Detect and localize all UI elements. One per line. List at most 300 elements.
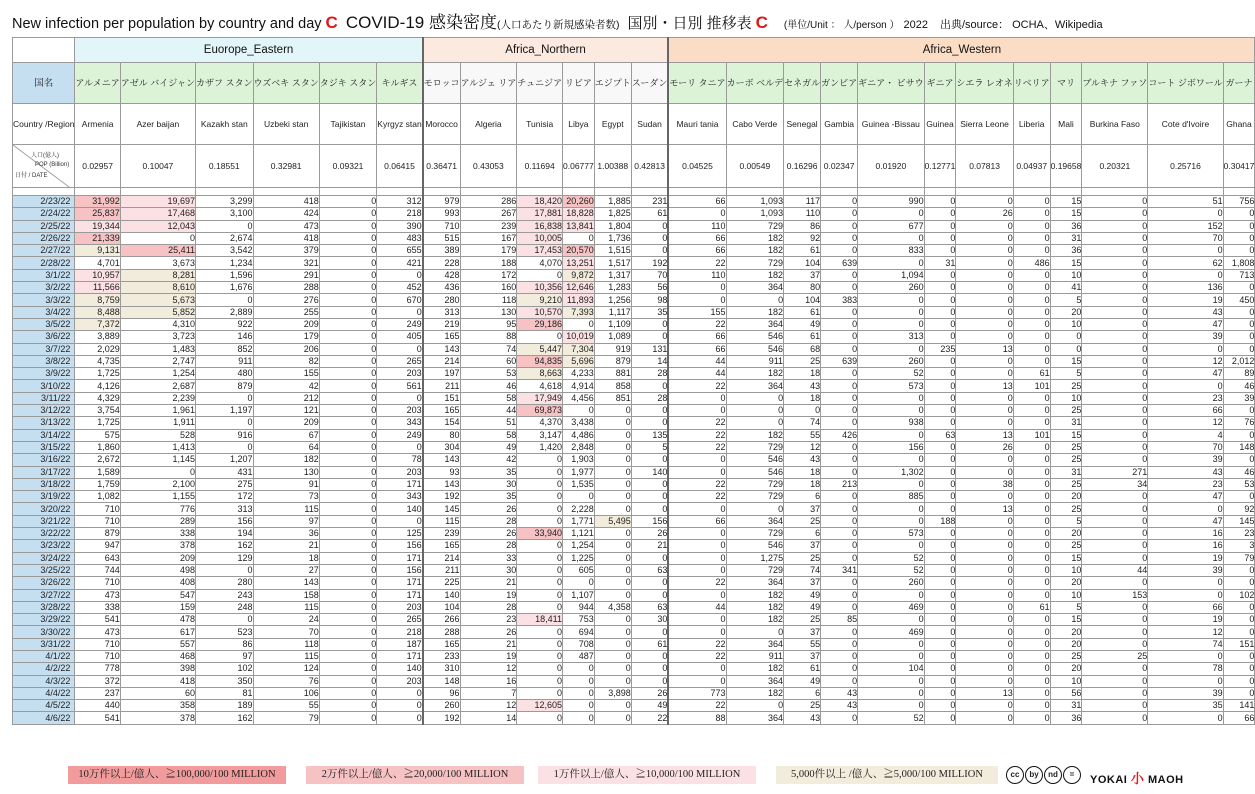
value-cell: 0 bbox=[631, 503, 668, 515]
value-cell: 22 bbox=[668, 491, 726, 503]
value-cell: 0 bbox=[517, 577, 563, 589]
value-cell: 25 bbox=[1050, 380, 1082, 392]
value-cell: 18 bbox=[784, 466, 821, 478]
value-cell: 0 bbox=[517, 515, 563, 527]
value-cell: 0 bbox=[821, 540, 858, 552]
value-cell: 101 bbox=[1013, 429, 1050, 441]
value-cell: 0 bbox=[594, 552, 631, 564]
table-row bbox=[13, 478, 1255, 490]
value-cell: 0 bbox=[319, 540, 377, 552]
infection-table bbox=[12, 37, 1255, 725]
value-cell: 0 bbox=[1148, 503, 1223, 515]
value-cell: 39 bbox=[1148, 454, 1223, 466]
date-cell: 3/19/22 bbox=[13, 491, 75, 503]
value-cell: 79 bbox=[1223, 552, 1255, 564]
value-cell: 0 bbox=[1082, 700, 1148, 712]
value-cell: 12 bbox=[460, 663, 517, 675]
value-cell: 36 bbox=[1050, 220, 1082, 232]
value-cell: 1,121 bbox=[563, 528, 595, 540]
value-cell: 0 bbox=[924, 208, 956, 220]
value-cell: 51 bbox=[1148, 196, 1223, 208]
value-cell: 0 bbox=[1013, 503, 1050, 515]
country-name-en: Guinea bbox=[924, 104, 956, 145]
value-cell: 25 bbox=[1082, 650, 1148, 662]
value-cell: 115 bbox=[423, 515, 460, 527]
value-cell: 440 bbox=[75, 700, 120, 712]
table-row bbox=[13, 601, 1255, 613]
value-cell: 389 bbox=[423, 245, 460, 257]
value-cell: 0 bbox=[726, 700, 784, 712]
date-cell: 3/21/22 bbox=[13, 515, 75, 527]
value-cell: 249 bbox=[377, 318, 423, 330]
value-cell: 203 bbox=[377, 466, 423, 478]
value-cell: 146 bbox=[196, 331, 254, 343]
date-cell: 3/15/22 bbox=[13, 441, 75, 453]
value-cell: 115 bbox=[253, 650, 319, 662]
value-cell: 102 bbox=[196, 663, 254, 675]
value-cell: 182 bbox=[726, 269, 784, 281]
value-cell: 0 bbox=[956, 638, 1013, 650]
value-cell: 341 bbox=[821, 564, 858, 576]
value-cell: 0 bbox=[319, 626, 377, 638]
value-cell: 20 bbox=[1050, 491, 1082, 503]
value-cell: 158 bbox=[253, 589, 319, 601]
value-cell: 136 bbox=[1148, 282, 1223, 294]
table-row bbox=[13, 540, 1255, 552]
value-cell: 203 bbox=[377, 405, 423, 417]
value-cell: 729 bbox=[726, 220, 784, 232]
value-cell: 19 bbox=[460, 589, 517, 601]
value-cell: 0 bbox=[1013, 208, 1050, 220]
value-cell: 6 bbox=[784, 528, 821, 540]
country-name-ja: モーリ タニア bbox=[668, 63, 726, 104]
date-cell: 4/2/22 bbox=[13, 663, 75, 675]
value-cell: 10 bbox=[1050, 318, 1082, 330]
value-cell: 23 bbox=[1148, 478, 1223, 490]
value-cell: 275 bbox=[196, 478, 254, 490]
value-cell: 10 bbox=[1050, 675, 1082, 687]
value-cell: 744 bbox=[75, 564, 120, 576]
value-cell: 0 bbox=[821, 282, 858, 294]
value-cell: 0 bbox=[924, 564, 956, 576]
value-cell: 473 bbox=[253, 220, 319, 232]
value-cell: 211 bbox=[423, 564, 460, 576]
value-cell: 156 bbox=[377, 540, 423, 552]
value-cell: 187 bbox=[377, 638, 423, 650]
country-name-ja: ギニア・ ビサウ bbox=[858, 63, 925, 104]
value-cell: 0 bbox=[1082, 491, 1148, 503]
value-cell: 0 bbox=[1082, 417, 1148, 429]
value-cell: 990 bbox=[858, 196, 925, 208]
value-cell: 110 bbox=[784, 208, 821, 220]
value-cell: 188 bbox=[460, 257, 517, 269]
value-cell: 0 bbox=[1223, 282, 1255, 294]
value-cell: 165 bbox=[423, 405, 460, 417]
country-name-en: Armenia bbox=[75, 104, 120, 145]
value-cell: 0 bbox=[1148, 650, 1223, 662]
date-cell: 3/25/22 bbox=[13, 564, 75, 576]
table-row bbox=[13, 466, 1255, 478]
value-cell: 4,358 bbox=[594, 601, 631, 613]
value-cell: 53 bbox=[1223, 478, 1255, 490]
value-cell: 0 bbox=[821, 712, 858, 724]
value-cell: 523 bbox=[196, 626, 254, 638]
value-cell: 0 bbox=[924, 700, 956, 712]
value-cell: 378 bbox=[120, 540, 195, 552]
value-cell: 37 bbox=[784, 577, 821, 589]
value-cell: 154 bbox=[423, 417, 460, 429]
value-cell: 0 bbox=[517, 687, 563, 699]
value-cell: 3,438 bbox=[563, 417, 595, 429]
value-cell: 483 bbox=[377, 232, 423, 244]
value-cell: 13 bbox=[956, 343, 1013, 355]
value-cell: 93 bbox=[423, 466, 460, 478]
value-cell: 49 bbox=[784, 318, 821, 330]
value-cell: 0 bbox=[821, 380, 858, 392]
country-name-ja: タジキ スタン bbox=[319, 63, 377, 104]
value-cell: 243 bbox=[196, 589, 254, 601]
value-cell: 0 bbox=[668, 552, 726, 564]
value-cell: 52 bbox=[858, 368, 925, 380]
value-cell: 0 bbox=[1013, 675, 1050, 687]
value-cell: 655 bbox=[377, 245, 423, 257]
value-cell: 0 bbox=[319, 650, 377, 662]
value-cell: 0 bbox=[377, 392, 423, 404]
value-cell: 468 bbox=[120, 650, 195, 662]
date-cell: 3/11/22 bbox=[13, 392, 75, 404]
value-cell: 418 bbox=[253, 196, 319, 208]
value-cell: 408 bbox=[120, 577, 195, 589]
value-cell: 3,673 bbox=[120, 257, 195, 269]
value-cell: 0 bbox=[1013, 626, 1050, 638]
value-cell: 14 bbox=[631, 355, 668, 367]
value-cell: 1,860 bbox=[75, 441, 120, 453]
value-cell: 313 bbox=[196, 503, 254, 515]
value-cell: 0 bbox=[631, 675, 668, 687]
value-cell: 756 bbox=[1223, 196, 1255, 208]
value-cell: 0 bbox=[319, 269, 377, 281]
country-name-en: Senegal bbox=[784, 104, 821, 145]
date-cell: 3/4/22 bbox=[13, 306, 75, 318]
value-cell: 49 bbox=[784, 589, 821, 601]
value-cell: 10,570 bbox=[517, 306, 563, 318]
value-cell: 0 bbox=[319, 466, 377, 478]
value-cell: 0 bbox=[668, 564, 726, 576]
value-cell: 192 bbox=[423, 712, 460, 724]
table-row bbox=[13, 700, 1255, 712]
value-cell: 25 bbox=[1050, 441, 1082, 453]
value-cell: 5,696 bbox=[563, 355, 595, 367]
value-cell: 23 bbox=[1223, 528, 1255, 540]
value-cell: 25 bbox=[1050, 540, 1082, 552]
value-cell: 0 bbox=[924, 540, 956, 552]
value-cell: 0 bbox=[821, 368, 858, 380]
value-cell: 364 bbox=[726, 638, 784, 650]
value-cell: 428 bbox=[423, 269, 460, 281]
title-japanese: 国別・日別 推移表 bbox=[627, 15, 752, 32]
table-row bbox=[13, 282, 1255, 294]
value-cell: 0 bbox=[1013, 687, 1050, 699]
country-name-ja: キルギス bbox=[377, 63, 423, 104]
value-cell: 18 bbox=[253, 552, 319, 564]
value-cell: 0 bbox=[668, 614, 726, 626]
value-cell: 76 bbox=[1223, 417, 1255, 429]
value-cell: 473 bbox=[75, 589, 120, 601]
value-cell: 219 bbox=[423, 318, 460, 330]
value-cell: 37 bbox=[784, 650, 821, 662]
value-cell: 0 bbox=[517, 601, 563, 613]
table-row bbox=[13, 343, 1255, 355]
value-cell: 89 bbox=[1223, 368, 1255, 380]
value-cell: 480 bbox=[196, 368, 254, 380]
value-cell: 66 bbox=[668, 196, 726, 208]
value-cell: 338 bbox=[120, 528, 195, 540]
legend-item-10k: 1万件以上/億人、≧10,000/100 MILLION bbox=[538, 766, 756, 784]
value-cell: 37 bbox=[784, 269, 821, 281]
value-cell: 922 bbox=[196, 318, 254, 330]
separator-row bbox=[13, 188, 1255, 196]
value-cell: 80 bbox=[423, 429, 460, 441]
value-cell: 31 bbox=[1050, 417, 1082, 429]
table-row bbox=[13, 626, 1255, 638]
value-cell: 155 bbox=[253, 368, 319, 380]
value-cell: 881 bbox=[594, 368, 631, 380]
value-cell: 0 bbox=[1082, 208, 1148, 220]
value-cell: 639 bbox=[821, 355, 858, 367]
value-cell: 858 bbox=[594, 380, 631, 392]
value-cell: 0 bbox=[1082, 540, 1148, 552]
value-cell: 0 bbox=[517, 478, 563, 490]
value-cell: 60 bbox=[460, 355, 517, 367]
value-cell: 0 bbox=[726, 417, 784, 429]
value-cell: 0 bbox=[1082, 663, 1148, 675]
value-cell: 3,147 bbox=[517, 429, 563, 441]
value-cell: 62 bbox=[1148, 257, 1223, 269]
value-cell: 343 bbox=[377, 417, 423, 429]
country-name-ja: チュニジア bbox=[517, 63, 563, 104]
value-cell: 235 bbox=[924, 343, 956, 355]
value-cell: 0 bbox=[821, 417, 858, 429]
value-cell: 0 bbox=[1013, 405, 1050, 417]
value-cell: 104 bbox=[784, 294, 821, 306]
value-cell: 0 bbox=[631, 380, 668, 392]
value-cell: 515 bbox=[423, 232, 460, 244]
value-cell: 171 bbox=[377, 577, 423, 589]
value-cell: 379 bbox=[253, 245, 319, 257]
value-cell: 0 bbox=[956, 552, 1013, 564]
value-cell: 0 bbox=[517, 331, 563, 343]
value-cell: 1,903 bbox=[563, 454, 595, 466]
population-value: 0.20321 bbox=[1082, 145, 1148, 188]
value-cell: 0 bbox=[821, 638, 858, 650]
value-cell: 85 bbox=[821, 614, 858, 626]
value-cell: 2,029 bbox=[75, 343, 120, 355]
value-cell: 0 bbox=[1148, 577, 1223, 589]
value-cell: 66 bbox=[668, 343, 726, 355]
value-cell: 364 bbox=[726, 515, 784, 527]
value-cell: 49 bbox=[784, 675, 821, 687]
value-cell: 28 bbox=[631, 368, 668, 380]
population-value: 0.07813 bbox=[956, 145, 1013, 188]
value-cell: 0 bbox=[726, 405, 784, 417]
value-cell: 0 bbox=[1082, 306, 1148, 318]
table-row bbox=[13, 429, 1255, 441]
value-cell: 0 bbox=[821, 405, 858, 417]
value-cell: 28 bbox=[460, 540, 517, 552]
value-cell: 0 bbox=[924, 675, 956, 687]
value-cell: 214 bbox=[423, 552, 460, 564]
title-bar bbox=[12, 8, 1192, 34]
value-cell: 710 bbox=[75, 577, 120, 589]
nd-icon: nd bbox=[1044, 766, 1062, 784]
value-cell: 0 bbox=[196, 392, 254, 404]
value-cell: 0 bbox=[924, 589, 956, 601]
value-cell: 4,486 bbox=[563, 429, 595, 441]
value-cell: 92 bbox=[1223, 503, 1255, 515]
value-cell: 140 bbox=[377, 503, 423, 515]
value-cell: 879 bbox=[594, 355, 631, 367]
value-cell: 0 bbox=[924, 552, 956, 564]
value-cell: 0 bbox=[1082, 257, 1148, 269]
value-cell: 0 bbox=[196, 614, 254, 626]
value-cell: 0 bbox=[563, 712, 595, 724]
value-cell: 0 bbox=[821, 491, 858, 503]
title-subtitle: (人口あたり新規感染者数) bbox=[496, 19, 620, 31]
value-cell: 947 bbox=[75, 540, 120, 552]
value-cell: 3,754 bbox=[75, 405, 120, 417]
value-cell: 231 bbox=[631, 196, 668, 208]
value-cell: 148 bbox=[1223, 441, 1255, 453]
value-cell: 0 bbox=[956, 577, 1013, 589]
value-cell: 36 bbox=[1050, 245, 1082, 257]
value-cell: 22 bbox=[668, 441, 726, 453]
value-cell: 0 bbox=[1013, 232, 1050, 244]
value-cell: 0 bbox=[1223, 208, 1255, 220]
value-cell: 0 bbox=[668, 503, 726, 515]
value-cell: 0 bbox=[668, 454, 726, 466]
value-cell: 0 bbox=[668, 208, 726, 220]
value-cell: 4,735 bbox=[75, 355, 120, 367]
table-row bbox=[13, 380, 1255, 392]
value-cell: 249 bbox=[377, 429, 423, 441]
value-cell: 546 bbox=[726, 540, 784, 552]
date-cell: 3/28/22 bbox=[13, 601, 75, 613]
value-cell: 37 bbox=[784, 540, 821, 552]
value-cell: 152 bbox=[1148, 220, 1223, 232]
value-cell: 110 bbox=[668, 269, 726, 281]
value-cell: 0 bbox=[858, 589, 925, 601]
value-cell: 97 bbox=[253, 515, 319, 527]
pop-label-ja: 人口(億人) bbox=[31, 153, 59, 159]
value-cell: 546 bbox=[726, 466, 784, 478]
value-cell: 0 bbox=[377, 306, 423, 318]
value-cell: 1,107 bbox=[563, 589, 595, 601]
value-cell: 35 bbox=[1148, 700, 1223, 712]
separator-cell bbox=[1050, 188, 1082, 196]
date-cell: 4/5/22 bbox=[13, 700, 75, 712]
value-cell: 0 bbox=[1013, 589, 1050, 601]
value-cell: 182 bbox=[726, 614, 784, 626]
value-cell: 0 bbox=[1148, 245, 1223, 257]
table-row bbox=[13, 687, 1255, 699]
value-cell: 171 bbox=[377, 552, 423, 564]
value-cell: 22 bbox=[668, 257, 726, 269]
value-cell: 304 bbox=[423, 441, 460, 453]
value-cell: 2,012 bbox=[1223, 355, 1255, 367]
date-cell: 2/23/22 bbox=[13, 196, 75, 208]
value-cell: 0 bbox=[631, 232, 668, 244]
value-cell: 31 bbox=[1050, 700, 1082, 712]
value-cell: 3,299 bbox=[196, 196, 254, 208]
value-cell: 156 bbox=[377, 564, 423, 576]
value-cell: 498 bbox=[120, 564, 195, 576]
value-cell: 0 bbox=[821, 392, 858, 404]
value-cell: 42 bbox=[253, 380, 319, 392]
value-cell: 313 bbox=[423, 306, 460, 318]
value-cell: 0 bbox=[1013, 318, 1050, 330]
value-cell: 0 bbox=[319, 220, 377, 232]
population-label-cell bbox=[13, 145, 75, 188]
region-header: Africa_Western bbox=[668, 38, 1254, 63]
value-cell: 160 bbox=[460, 282, 517, 294]
value-cell: 213 bbox=[821, 478, 858, 490]
value-cell: 21 bbox=[631, 540, 668, 552]
value-cell: 131 bbox=[631, 343, 668, 355]
value-cell: 8,281 bbox=[120, 269, 195, 281]
value-cell: 30 bbox=[631, 614, 668, 626]
value-cell: 66 bbox=[1148, 405, 1223, 417]
value-cell: 0 bbox=[924, 417, 956, 429]
value-cell: 0 bbox=[1223, 650, 1255, 662]
country-ja-row bbox=[13, 63, 1255, 104]
logo-right: MAOH bbox=[1147, 774, 1184, 786]
value-cell: 37 bbox=[784, 626, 821, 638]
value-cell: 919 bbox=[594, 343, 631, 355]
value-cell: 0 bbox=[1013, 392, 1050, 404]
value-cell: 573 bbox=[858, 380, 925, 392]
table-row bbox=[13, 257, 1255, 269]
value-cell: 0 bbox=[1223, 405, 1255, 417]
value-cell: 97 bbox=[196, 650, 254, 662]
value-cell: 0 bbox=[956, 454, 1013, 466]
value-cell: 255 bbox=[253, 306, 319, 318]
value-cell: 0 bbox=[377, 441, 423, 453]
value-cell: 0 bbox=[1223, 626, 1255, 638]
population-value: 0.06415 bbox=[377, 145, 423, 188]
value-cell: 17,949 bbox=[517, 392, 563, 404]
country-name-en: Tunisia bbox=[517, 104, 563, 145]
value-cell: 0 bbox=[1013, 343, 1050, 355]
country-name-en: Ghana bbox=[1223, 104, 1255, 145]
country-name-ja: コート ジボワール bbox=[1148, 63, 1223, 104]
value-cell: 182 bbox=[726, 245, 784, 257]
value-cell: 0 bbox=[924, 614, 956, 626]
value-cell: 239 bbox=[460, 220, 517, 232]
value-cell: 0 bbox=[1013, 491, 1050, 503]
value-cell: 0 bbox=[858, 675, 925, 687]
value-cell: 22 bbox=[668, 650, 726, 662]
value-cell: 0 bbox=[956, 294, 1013, 306]
value-cell: 993 bbox=[423, 208, 460, 220]
value-cell: 179 bbox=[253, 331, 319, 343]
value-cell: 0 bbox=[924, 294, 956, 306]
value-cell: 24 bbox=[253, 614, 319, 626]
value-cell: 0 bbox=[594, 650, 631, 662]
value-cell: 358 bbox=[120, 700, 195, 712]
value-cell: 44 bbox=[668, 368, 726, 380]
value-cell: 46 bbox=[1223, 466, 1255, 478]
value-cell: 0 bbox=[821, 318, 858, 330]
